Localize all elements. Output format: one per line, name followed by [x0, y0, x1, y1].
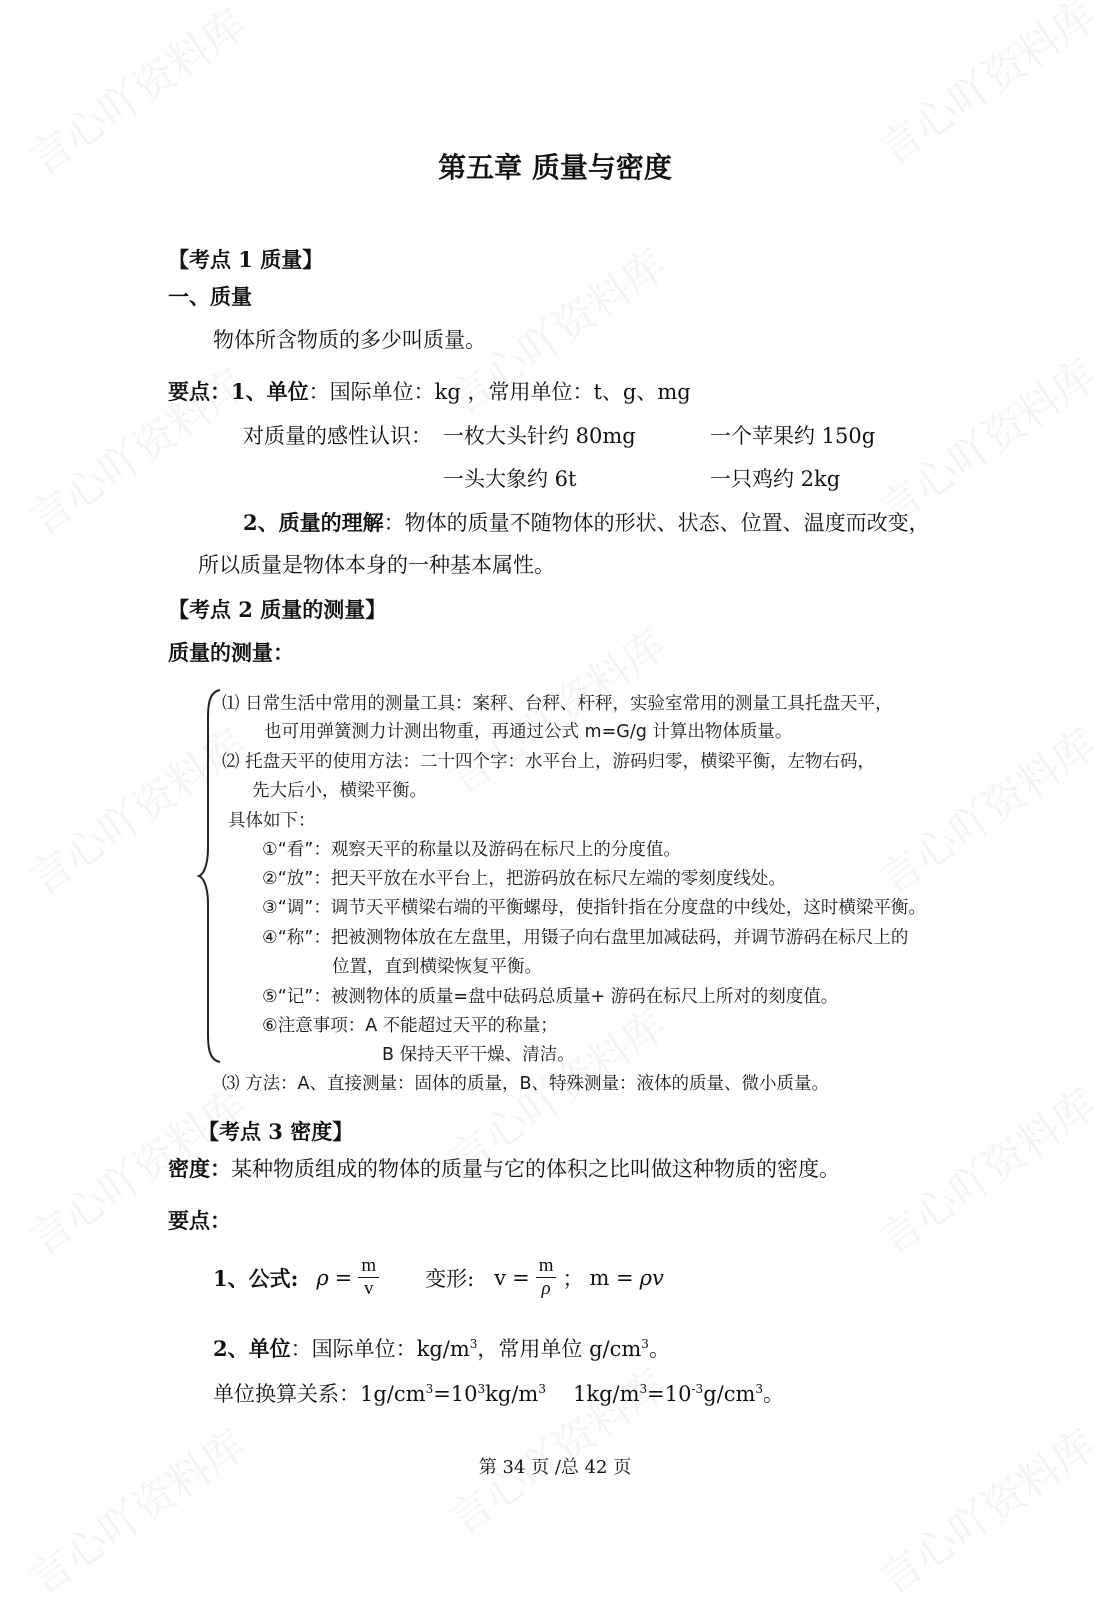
density-definition — [168, 1153, 840, 1183]
formula-rho: ρ — [316, 1265, 329, 1290]
fraction-numerator: m — [358, 1255, 379, 1278]
example-apple: 一个苹果约 150g — [710, 424, 876, 448]
measure-line-9: ④“称”：把被测物体放在左盘里，用镊子向右盘里加减砝码，并调节游码在标尺上的 — [262, 928, 909, 948]
conv2-c: g/cm — [703, 1382, 756, 1406]
conv2-d: 。 — [763, 1382, 785, 1406]
section-3-heading: 【考点 3 密度】 — [198, 1119, 354, 1144]
example-chicken: 一只鸡约 2kg — [710, 467, 841, 491]
deform-equals: = — [512, 1265, 530, 1290]
density-units — [213, 1333, 670, 1363]
conv1-b: =10 — [433, 1382, 478, 1406]
mass-definition: 物体所含物质的多少叫质量。 — [213, 328, 486, 352]
measure-line-8: ③“调”：调节天平横梁右端的平衡螺母，使指针指在分度盘的中线处，这时横梁平衡。 — [262, 898, 926, 918]
conversion-label: 单位换算关系： — [213, 1382, 360, 1406]
units-si: ：国际单位：kg/m — [290, 1337, 470, 1361]
formula-semicolon: ； — [562, 1266, 584, 1291]
fraction-numerator: m — [536, 1255, 557, 1278]
page-title: 第五章 质量与密度 — [438, 151, 672, 184]
unit-point-text: ：国际单位：kg ，常用单位：t、g、mg — [308, 380, 691, 404]
example-elephant: 一头大象约 6t — [443, 467, 577, 491]
density-formula — [213, 1255, 664, 1300]
density-text: 某种物质组成的物体的质量与它的体积之比叫做这种物质的密度。 — [231, 1157, 840, 1181]
sup-3: 3 — [477, 1382, 486, 1396]
conv1-a: 1g/cm — [360, 1382, 426, 1406]
watermark — [866, 1073, 1107, 1267]
sup-3: 3 — [755, 1382, 764, 1396]
measure-line-4: 先大后小，横梁平衡。 — [252, 781, 427, 801]
measure-line-6: ①“看”：观察天平的称量以及游码在标尺上的分度值。 — [262, 840, 681, 860]
rho-v: ρv — [639, 1265, 664, 1290]
sup-3: 3 — [425, 1382, 434, 1396]
sense-label: 对质量的感性认识： — [243, 424, 432, 448]
formula-label: 1、公式: — [213, 1265, 299, 1291]
unit-point — [168, 376, 691, 406]
sup-minus-3: -3 — [691, 1382, 704, 1396]
sup-3: 3 — [469, 1337, 478, 1351]
density-points-label: 要点： — [168, 1208, 231, 1233]
measure-line-5: 具体如下： — [228, 811, 316, 831]
density-label: 密度： — [168, 1156, 231, 1181]
fraction-denominator: v — [363, 1278, 374, 1299]
unit-point-label: 要点：1、单位 — [168, 379, 309, 404]
units-common: ，常用单位 g/cm — [477, 1337, 642, 1361]
conv2-b: =10 — [647, 1382, 692, 1406]
unit-conversion — [213, 1378, 546, 1408]
measure-line-11: ⑤“记”：被测物体的质量=盘中砝码总质量+ 游码在标尺上所对的刻度值。 — [262, 987, 839, 1007]
mass-equals: m = — [589, 1265, 634, 1290]
sup-3: 3 — [538, 1382, 546, 1396]
formula-equals: = — [334, 1265, 353, 1290]
section-1-subheading: 一、质量 — [168, 284, 252, 309]
measure-line-14: ⑶ 方法：A、直接测量：固体的质量，B、特殊测量：液体的质量、微小质量。 — [222, 1074, 830, 1094]
fraction-denominator: ρ — [541, 1278, 551, 1299]
mass-understanding — [243, 507, 930, 537]
deform-v: v — [494, 1265, 507, 1290]
measure-line-1: ⑴ 日常生活中常用的测量工具：案秤、台秤、杆秤，实验室常用的测量工具托盘天平， — [222, 694, 893, 714]
understanding-label: 2、质量的理解 — [243, 510, 384, 535]
conv2-a: 1kg/m — [573, 1382, 640, 1406]
measure-line-10: 位置，直到横梁恢复平衡。 — [332, 957, 542, 977]
section-2-subheading: 质量的测量： — [168, 640, 294, 665]
section-2-heading: 【考点 2 质量的测量】 — [168, 597, 387, 622]
measure-line-7: ②“放”：把天平放在水平台上，把游码放在标尺左端的零刻度线处。 — [262, 869, 786, 889]
page-footer: 第 34 页 /总 42 页 — [478, 1457, 632, 1478]
measure-line-12: ⑥注意事项：A 不能超过天平的称量； — [262, 1016, 558, 1036]
understanding-text: ：物体的质量不随物体的形状、状态、位置、温度而改变， — [383, 511, 930, 535]
fraction-m-over-rho — [536, 1255, 557, 1300]
curly-brace — [196, 688, 228, 1064]
units-end: 。 — [648, 1337, 670, 1361]
sup-3: 3 — [641, 1337, 649, 1351]
conv1-c: kg/m — [485, 1382, 539, 1406]
example-pin: 一枚大头针约 80mg — [443, 424, 636, 448]
measure-line-13: B 保持天平干燥、清洁。 — [382, 1045, 575, 1065]
measure-line-2: 也可用弹簧测力计测出物重，再通过公式 m=G/g 计算出物体质量。 — [264, 722, 793, 742]
understanding-continued: 所以质量是物体本身的一种基本属性。 — [198, 553, 555, 577]
fraction-m-over-v — [358, 1255, 379, 1300]
sup-3: 3 — [639, 1382, 648, 1396]
deform-label: 变形: — [425, 1266, 475, 1291]
measure-line-3: ⑵ 托盘天平的使用方法：二十四个字：水平台上，游码归零，横梁平衡，左物右码， — [222, 752, 876, 772]
watermark — [16, 1413, 257, 1607]
units-label: 2、单位 — [213, 1336, 291, 1361]
unit-conversion-2 — [573, 1378, 784, 1408]
section-1-heading: 【考点 1 质量】 — [168, 247, 324, 272]
watermark — [866, 713, 1107, 907]
watermark — [866, 1413, 1107, 1607]
